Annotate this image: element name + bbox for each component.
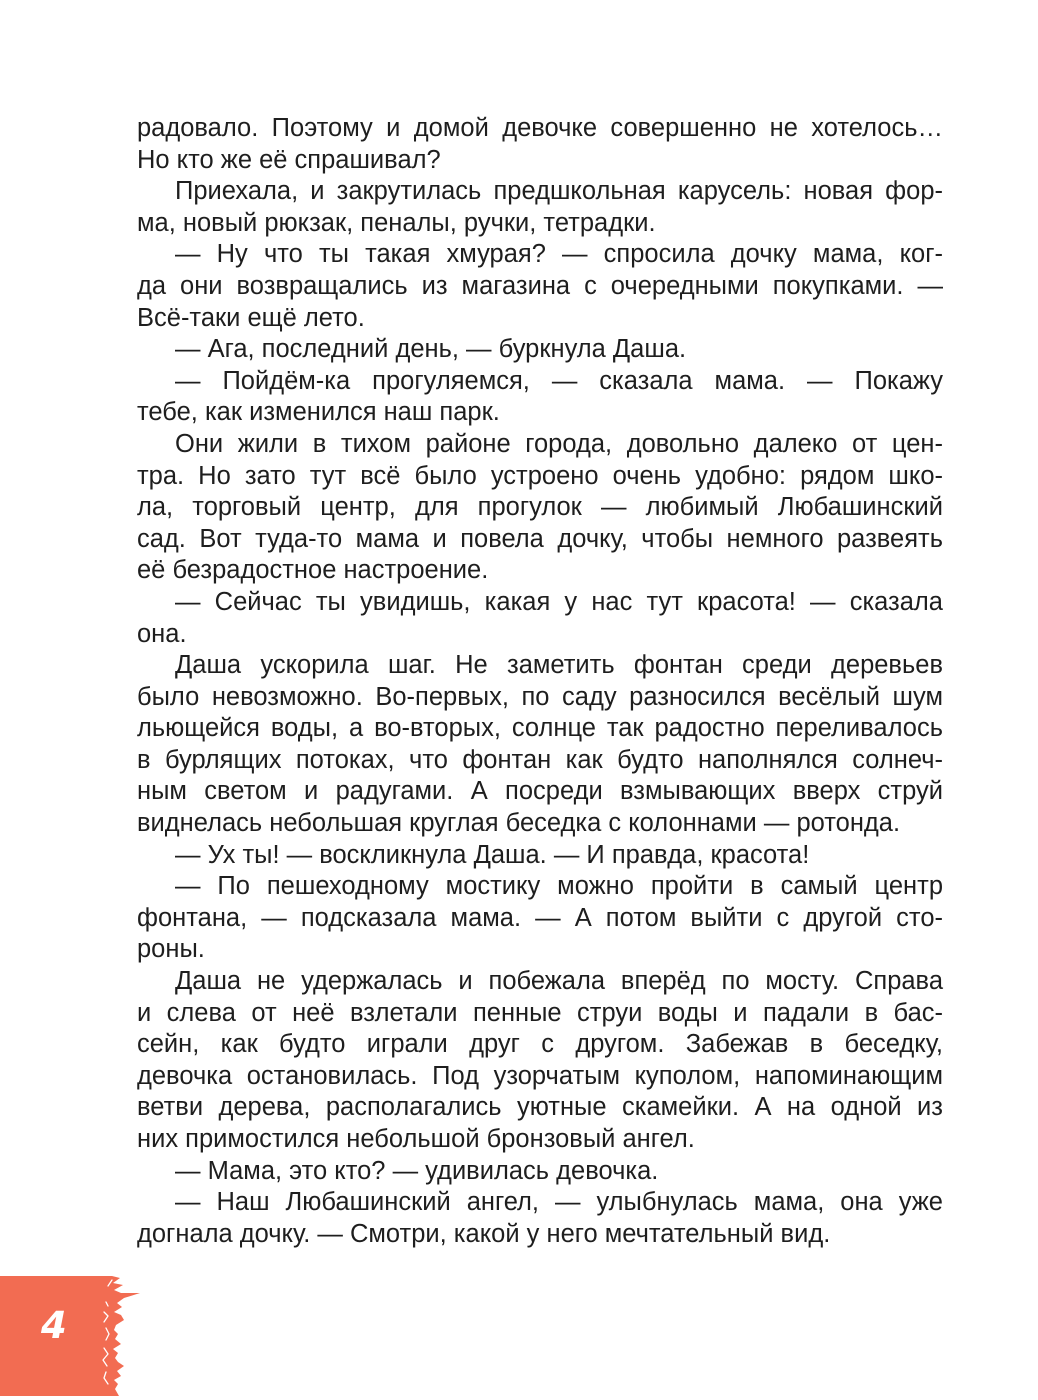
page-number: 4 xyxy=(41,1304,67,1347)
text-line: сейн, как будто играли друг с другом. Забежав в беседку, xyxy=(137,1030,943,1059)
text-line: и слева от неё взлетали пенные струи воды и падали в бас- xyxy=(137,998,943,1027)
text-line: Даша не удержалась и побежала вперёд по мосту. Справа xyxy=(175,967,943,996)
text-line: ветви дерева, располагались уютные скамейки. А на одной из xyxy=(137,1093,943,1122)
text-line: Они жили в тихом районе города, довольно далеко от цен- xyxy=(175,429,943,458)
text-line: них примостился небольшой бронзовый ангел. xyxy=(137,1125,695,1153)
text-line: — Мама, это кто? — удивилась девочка. xyxy=(175,1156,659,1185)
text-line: — Ага, последний день, — буркнула Даша. xyxy=(175,335,687,364)
page-tab-decoration xyxy=(0,1276,150,1396)
text-line: — Сейчас ты увидишь, какая у нас тут красота! — сказала xyxy=(175,587,943,616)
text-line: Всё-таки ещё лето. xyxy=(137,303,365,332)
text-line: она. xyxy=(137,619,187,648)
text-line: Даша ускорила шаг. Не заметить фонтан среди деревьев xyxy=(175,651,943,680)
text-line: тра. Но зато тут всё было устроено очень удобно: рядом шко- xyxy=(137,461,943,490)
body-text xyxy=(137,113,943,1250)
text-line: было невозможно. Во-первых, по саду разносился весёлый шум xyxy=(137,682,943,711)
text-line: ма, новый рюкзак, пеналы, ручки, тетрадки. xyxy=(137,208,656,237)
text-line: радовало. Поэтому и домой девочке совершенно не хотелось… xyxy=(137,114,943,142)
text-line: сад. Вот туда-то мама и повела дочку, чтобы немного развеять xyxy=(137,524,943,553)
text-line: ным светом и радугами. А посреди взмывающих вверх струй xyxy=(137,777,943,806)
text-line: да они возвращались из магазина с очередными покупками. — xyxy=(137,271,943,300)
text-line: — Пойдём-ка прогуляемся, — сказала мама. — Покажу xyxy=(175,366,943,395)
text-line: — Ух ты! — воскликнула Даша. — И правда, красота! xyxy=(175,840,810,869)
text-line: — По пешеходному мостику можно пройти в самый центр xyxy=(175,872,943,901)
text-line: виднелась небольшая круглая беседка с колоннами — ротонда. xyxy=(137,809,901,838)
text-line: её безрадостное настроение. xyxy=(137,556,489,585)
text-line: роны. xyxy=(137,935,205,964)
text-line: Приехала, и закрутилась предшкольная карусель: новая фор- xyxy=(175,177,943,206)
text-line: — Ну что ты такая хмурая? — спросила дочку мама, ког- xyxy=(175,240,943,269)
text-line: фонтана, — подсказала мама. — А потом выйти с другой сто- xyxy=(137,903,943,932)
text-line: догнала дочку. — Смотри, какой у него мечтательный вид. xyxy=(137,1219,831,1248)
text-line: в бурлящих потоках, что фонтан как будто наполнялся солнеч- xyxy=(137,745,943,774)
tab-shape xyxy=(0,1276,140,1396)
text-line: ла, торговый центр, для прогулок — любимый Любашинский xyxy=(137,493,943,522)
text-line: — Наш Любашинский ангел, — улыбнулась мама, она уже xyxy=(175,1188,943,1217)
text-line: льющейся воды, а во-вторых, солнце так радостно переливалось xyxy=(137,714,943,743)
text-line: Но кто же её спрашивал? xyxy=(137,145,441,174)
text-line: девочка остановилась. Под узорчатым куполом, напоминающим xyxy=(137,1061,943,1090)
page-number-tab xyxy=(0,1276,150,1396)
text-line: тебе, как изменился наш парк. xyxy=(137,398,500,427)
